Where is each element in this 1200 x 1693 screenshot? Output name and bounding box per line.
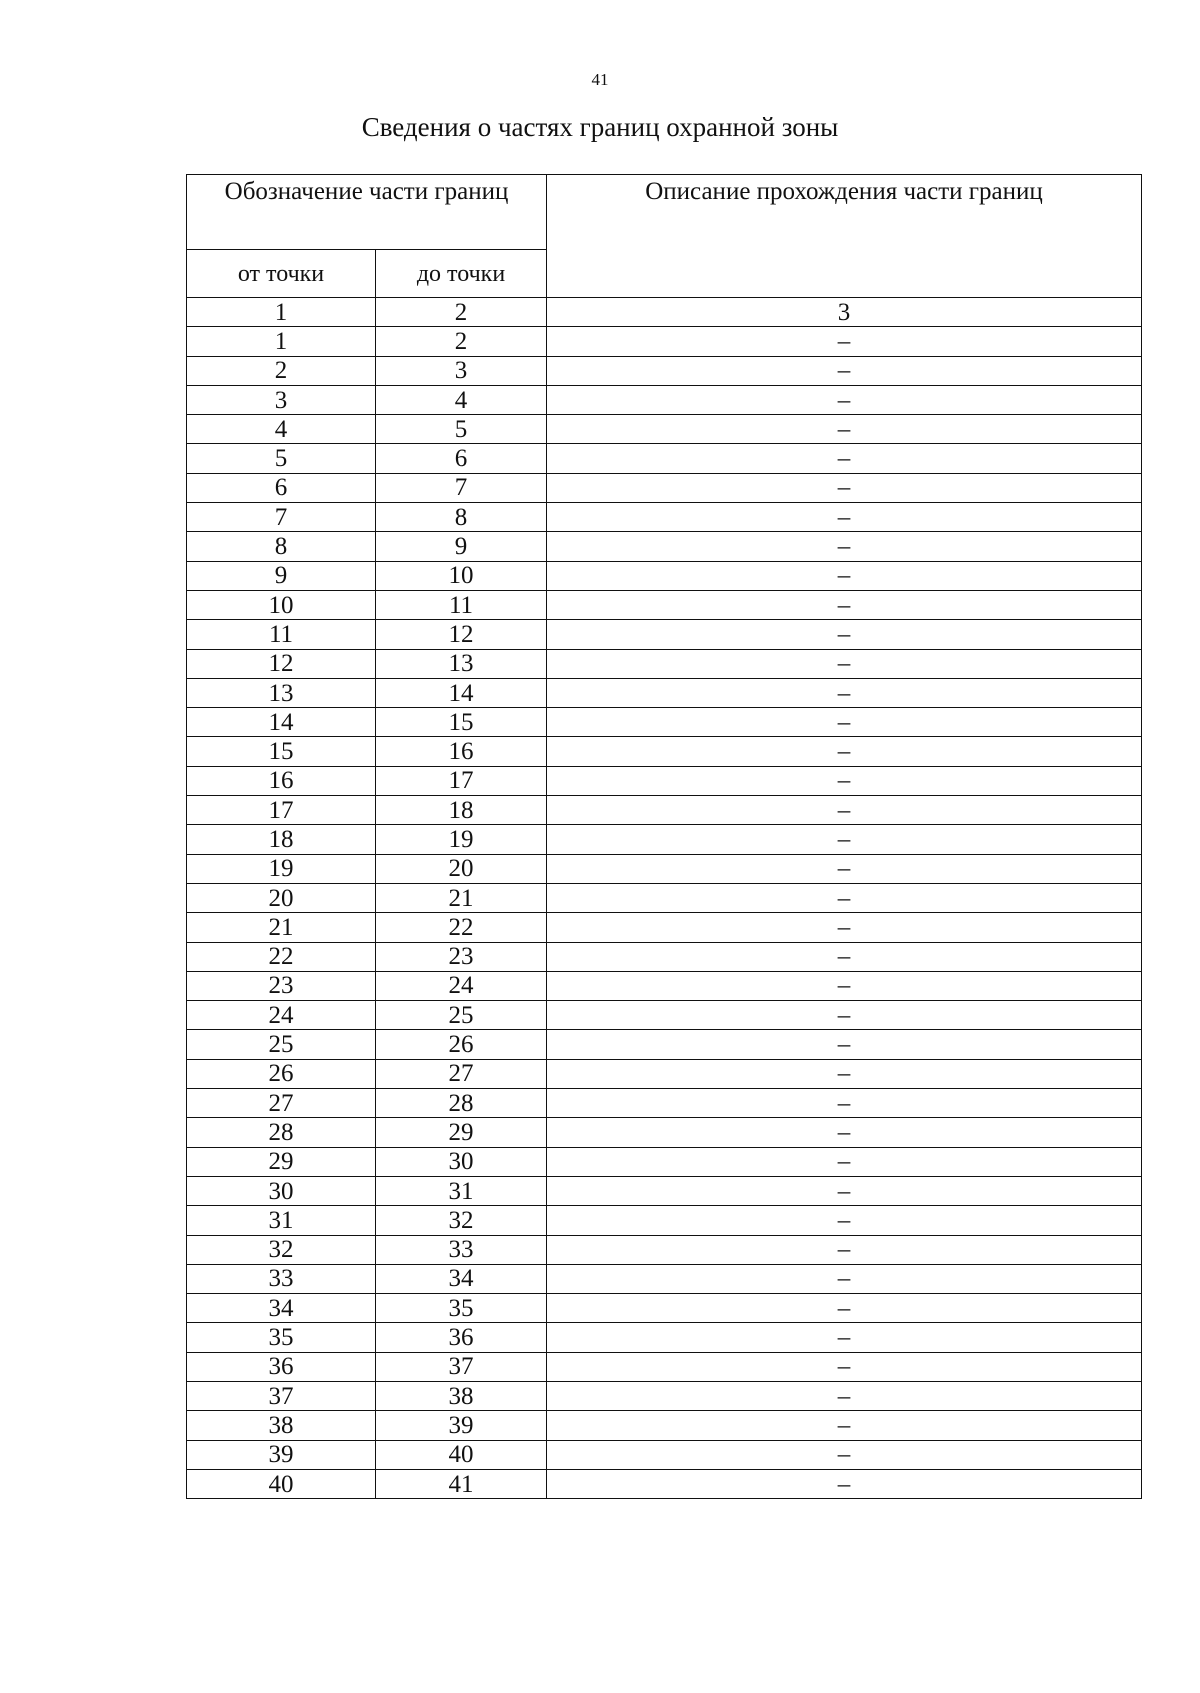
table-row [187, 1469, 1142, 1498]
table-row [187, 473, 1142, 502]
from-point-cell: 12 [187, 649, 376, 678]
from-point-cell: 10 [187, 590, 376, 619]
table-row [187, 649, 1142, 678]
table-row [187, 1294, 1142, 1323]
to-point-cell: 23 [376, 942, 547, 971]
description-cell: – [547, 649, 1142, 678]
description-cell: – [547, 1176, 1142, 1205]
boundary-parts-table [186, 174, 1142, 1499]
from-point-cell: 38 [187, 1411, 376, 1440]
from-point-cell: 20 [187, 883, 376, 912]
to-point-cell: 18 [376, 796, 547, 825]
to-point-cell: 13 [376, 649, 547, 678]
to-point-cell: 39 [376, 1411, 547, 1440]
to-point-cell: 25 [376, 1001, 547, 1030]
description-cell: – [547, 971, 1142, 1000]
to-point-cell: 30 [376, 1147, 547, 1176]
from-point-cell: 31 [187, 1206, 376, 1235]
description-cell: – [547, 620, 1142, 649]
from-point-cell: 9 [187, 561, 376, 590]
table-row [187, 796, 1142, 825]
from-point-cell: 23 [187, 971, 376, 1000]
to-point-cell: 6 [376, 444, 547, 473]
description-cell: – [547, 1469, 1142, 1498]
to-point-cell: 2 [376, 327, 547, 356]
from-point-cell: 2 [187, 356, 376, 385]
description-cell: – [547, 444, 1142, 473]
to-point-cell: 33 [376, 1235, 547, 1264]
from-point-cell: 32 [187, 1235, 376, 1264]
table-row [187, 1176, 1142, 1205]
to-point-cell: 20 [376, 854, 547, 883]
to-point-cell: 3 [376, 356, 547, 385]
description-cell: – [547, 942, 1142, 971]
description-cell: – [547, 1118, 1142, 1147]
table-row [187, 766, 1142, 795]
to-point-cell: 22 [376, 913, 547, 942]
from-point-cell: 8 [187, 532, 376, 561]
description-cell: – [547, 473, 1142, 502]
header-description: Описание прохождения части границ [547, 175, 1142, 298]
to-point-cell: 40 [376, 1440, 547, 1469]
to-point-cell: 31 [376, 1176, 547, 1205]
to-point-cell: 32 [376, 1206, 547, 1235]
table-row [187, 532, 1142, 561]
to-point-cell: 17 [376, 766, 547, 795]
description-cell: – [547, 1030, 1142, 1059]
to-point-cell: 34 [376, 1264, 547, 1293]
table-row [187, 1206, 1142, 1235]
column-index-cell: 2 [376, 298, 547, 327]
from-point-cell: 22 [187, 942, 376, 971]
table-row [187, 708, 1142, 737]
table-row [187, 913, 1142, 942]
to-point-cell: 19 [376, 825, 547, 854]
table-row [187, 1147, 1142, 1176]
from-point-cell: 30 [187, 1176, 376, 1205]
table-row [187, 1030, 1142, 1059]
table-row [187, 1235, 1142, 1264]
from-point-cell: 19 [187, 854, 376, 883]
table-row [187, 1089, 1142, 1118]
description-cell: – [547, 415, 1142, 444]
table-row [187, 1323, 1142, 1352]
to-point-cell: 21 [376, 883, 547, 912]
from-point-cell: 33 [187, 1264, 376, 1293]
to-point-cell: 36 [376, 1323, 547, 1352]
table-row [187, 1059, 1142, 1088]
from-point-cell: 25 [187, 1030, 376, 1059]
document-title: Сведения о частях границ охранной зоны [361, 112, 839, 142]
from-point-cell: 24 [187, 1001, 376, 1030]
page-number: 41 [591, 70, 609, 89]
description-cell: – [547, 708, 1142, 737]
table-row [187, 883, 1142, 912]
description-cell: – [547, 1294, 1142, 1323]
description-cell: – [547, 766, 1142, 795]
description-cell: – [547, 1411, 1142, 1440]
table-row [187, 854, 1142, 883]
table-row [187, 590, 1142, 619]
table-row [187, 385, 1142, 414]
from-point-cell: 15 [187, 737, 376, 766]
description-cell: – [547, 825, 1142, 854]
from-point-cell: 18 [187, 825, 376, 854]
description-cell: – [547, 737, 1142, 766]
from-point-cell: 1 [187, 327, 376, 356]
from-point-cell: 13 [187, 678, 376, 707]
table-row [187, 503, 1142, 532]
table-row [187, 1264, 1142, 1293]
to-point-cell: 14 [376, 678, 547, 707]
to-point-cell: 35 [376, 1294, 547, 1323]
description-cell: – [547, 1089, 1142, 1118]
from-point-cell: 17 [187, 796, 376, 825]
to-point-cell: 26 [376, 1030, 547, 1059]
description-cell: – [547, 1440, 1142, 1469]
column-index-cell: 3 [547, 298, 1142, 327]
table-row [187, 327, 1142, 356]
from-point-cell: 36 [187, 1352, 376, 1381]
header-designation: Обозначение части границ [187, 175, 547, 250]
table-row [187, 356, 1142, 385]
table-row [187, 1440, 1142, 1469]
description-cell: – [547, 356, 1142, 385]
description-cell: – [547, 1381, 1142, 1410]
from-point-cell: 4 [187, 415, 376, 444]
to-point-cell: 41 [376, 1469, 547, 1498]
to-point-cell: 9 [376, 532, 547, 561]
table-row [187, 1001, 1142, 1030]
description-cell: – [547, 1264, 1142, 1293]
description-cell: – [547, 532, 1142, 561]
description-cell: – [547, 678, 1142, 707]
to-point-cell: 28 [376, 1089, 547, 1118]
to-point-cell: 12 [376, 620, 547, 649]
description-cell: – [547, 1323, 1142, 1352]
from-point-cell: 11 [187, 620, 376, 649]
description-cell: – [547, 385, 1142, 414]
from-point-cell: 39 [187, 1440, 376, 1469]
from-point-cell: 29 [187, 1147, 376, 1176]
from-point-cell: 16 [187, 766, 376, 795]
table-row [187, 1411, 1142, 1440]
to-point-cell: 15 [376, 708, 547, 737]
to-point-cell: 29 [376, 1118, 547, 1147]
description-cell: – [547, 1352, 1142, 1381]
description-cell: – [547, 854, 1142, 883]
description-cell: – [547, 1147, 1142, 1176]
column-index-row [187, 298, 1142, 327]
from-point-cell: 40 [187, 1469, 376, 1498]
table-row [187, 942, 1142, 971]
to-point-cell: 24 [376, 971, 547, 1000]
column-index-cell: 1 [187, 298, 376, 327]
from-point-cell: 21 [187, 913, 376, 942]
description-cell: – [547, 327, 1142, 356]
description-cell: – [547, 590, 1142, 619]
table-row [187, 1352, 1142, 1381]
table-body [187, 298, 1142, 1499]
description-cell: – [547, 1206, 1142, 1235]
to-point-cell: 11 [376, 590, 547, 619]
to-point-cell: 10 [376, 561, 547, 590]
from-point-cell: 6 [187, 473, 376, 502]
description-cell: – [547, 1001, 1142, 1030]
table-row [187, 737, 1142, 766]
from-point-cell: 26 [187, 1059, 376, 1088]
to-point-cell: 38 [376, 1381, 547, 1410]
subheader-from-point: от точки [187, 250, 376, 298]
table-row [187, 1381, 1142, 1410]
from-point-cell: 28 [187, 1118, 376, 1147]
subheader-to-point: до точки [376, 250, 547, 298]
description-cell: – [547, 883, 1142, 912]
from-point-cell: 5 [187, 444, 376, 473]
from-point-cell: 37 [187, 1381, 376, 1410]
description-cell: – [547, 503, 1142, 532]
description-cell: – [547, 1059, 1142, 1088]
from-point-cell: 34 [187, 1294, 376, 1323]
from-point-cell: 14 [187, 708, 376, 737]
table-row [187, 678, 1142, 707]
table-row [187, 1118, 1142, 1147]
description-cell: – [547, 1235, 1142, 1264]
from-point-cell: 27 [187, 1089, 376, 1118]
from-point-cell: 3 [187, 385, 376, 414]
table-row [187, 971, 1142, 1000]
to-point-cell: 27 [376, 1059, 547, 1088]
description-cell: – [547, 913, 1142, 942]
table-row [187, 561, 1142, 590]
from-point-cell: 7 [187, 503, 376, 532]
description-cell: – [547, 561, 1142, 590]
to-point-cell: 37 [376, 1352, 547, 1381]
description-cell: – [547, 796, 1142, 825]
to-point-cell: 5 [376, 415, 547, 444]
from-point-cell: 35 [187, 1323, 376, 1352]
to-point-cell: 16 [376, 737, 547, 766]
table-row [187, 444, 1142, 473]
table-row [187, 620, 1142, 649]
table-header-row [187, 175, 1142, 250]
to-point-cell: 4 [376, 385, 547, 414]
to-point-cell: 7 [376, 473, 547, 502]
table-row [187, 825, 1142, 854]
to-point-cell: 8 [376, 503, 547, 532]
table-row [187, 415, 1142, 444]
